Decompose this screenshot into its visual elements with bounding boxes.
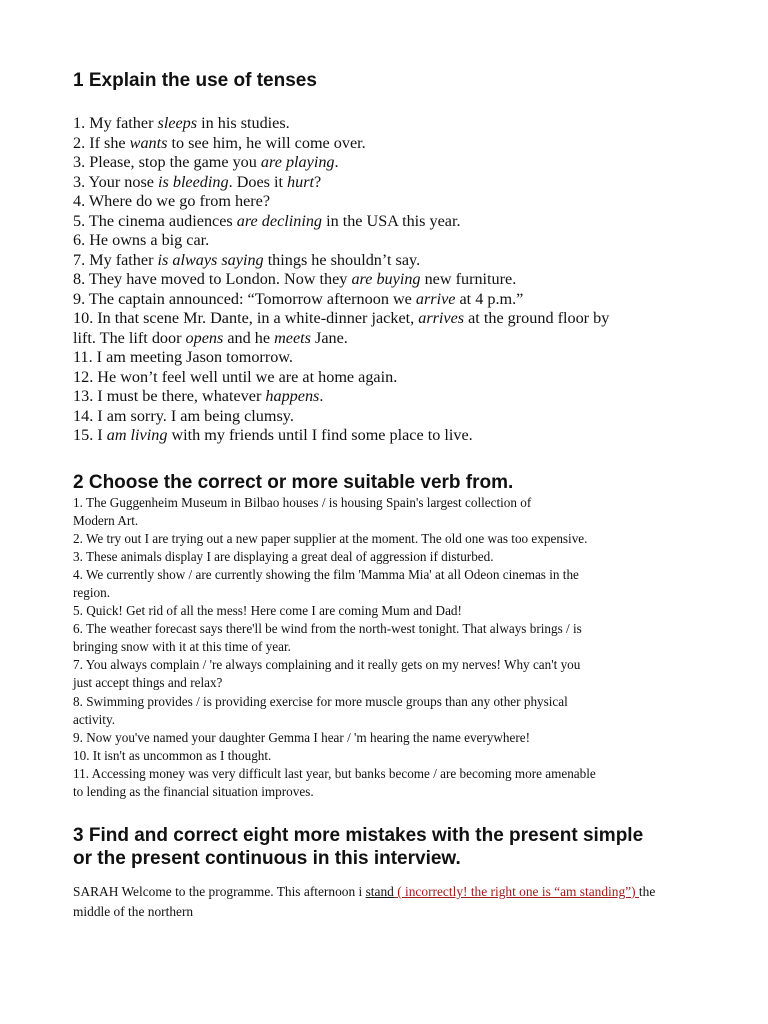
item-text: 14. I am sorry. I am being clumsy. <box>73 406 294 425</box>
section2-line: just accept things and relax? <box>73 675 223 691</box>
section1-item <box>73 114 693 134</box>
section2-line: 9. Now you've named your daughter Gemma I hear / 'm hearing the name everywhere! <box>73 729 530 745</box>
item-italic-text: are declining <box>236 211 323 230</box>
section2-line: bringing snow with it at this time of year. <box>73 639 291 655</box>
section2-list <box>73 494 698 801</box>
item-italic-text: wants <box>129 133 168 152</box>
section2-line: 8. Swimming provides / is providing exercise for more muscle groups than any other physical <box>73 693 568 709</box>
item-text: . Does it <box>228 172 288 191</box>
section1-item <box>73 270 693 290</box>
section2-line: 5. Quick! Get rid of all the mess! Here come I are coming Mum and Dad! <box>73 603 462 619</box>
section2-line: 2. We try out I are trying out a new paper supplier at the moment. The old one was too expensive. <box>73 531 588 547</box>
item-italic-text: meets <box>274 328 311 347</box>
section1-list <box>73 114 693 446</box>
item-text: and he <box>223 328 275 347</box>
item-text: . <box>334 153 339 171</box>
section2-line: region. <box>73 585 110 601</box>
item-text: 3. Your nose <box>73 172 158 191</box>
item-text: ? <box>314 172 322 191</box>
item-italic-text: is always saying <box>157 250 264 269</box>
item-text: . <box>319 387 324 405</box>
section1-item <box>73 212 693 232</box>
item-text: 5. The cinema audiences <box>73 211 237 230</box>
section1-item <box>73 290 693 310</box>
section2-line: 7. You always complain / 're always complaining and it really gets on my nerves! Why can't you <box>73 657 581 673</box>
section1-item <box>73 368 693 388</box>
item-italic-text: am living <box>106 426 168 444</box>
section1-item <box>73 426 693 446</box>
item-italic-text: hurt <box>287 172 315 191</box>
item-text: 13. I must be there, whatever <box>73 387 266 405</box>
item-text: with my friends until I find some place to live. <box>167 426 473 444</box>
item-text: new furniture. <box>420 270 517 288</box>
item-italic-text: opens <box>185 328 224 347</box>
item-text: 7. My father <box>73 250 158 269</box>
item-text: at the ground floor by <box>464 309 610 327</box>
section2-line: 11. Accessing money was very difficult last year, but banks become / are becoming more amenable <box>73 765 596 781</box>
item-text: things he shouldn’t say. <box>263 250 421 269</box>
section2-line: 10. It isn't as uncommon as I thought. <box>73 747 272 763</box>
section1-item <box>73 173 693 193</box>
item-text: to see him, he will come over. <box>167 133 366 152</box>
item-text: 9. The captain announced: “Tomorrow afternoon we <box>73 289 416 308</box>
item-italic-text: are buying <box>351 270 421 288</box>
section1-item <box>73 134 693 154</box>
section1-item <box>73 329 693 349</box>
section3-title-line1: 3 Find and correct eight more mistakes with the present simple <box>73 825 644 846</box>
section1-item <box>73 153 693 173</box>
section3-title-line2: or the present continuous in this interview. <box>73 848 461 869</box>
section1-title: 1 Explain the use of tenses <box>73 70 317 91</box>
item-text: Jane. <box>310 328 348 347</box>
section2-line: 1. The Guggenheim Museum in Bilbao houses / is housing Spain's largest collection of <box>73 495 532 510</box>
section2-line: 4. We currently show / are currently showing the film 'Mamma Mia' at all Odeon cinemas in the <box>73 567 579 583</box>
interview-correction: ( incorrectly! the right one is “am standing”) <box>393 884 639 899</box>
interview-prefix: SARAH Welcome to the programme. This afternoon i <box>73 884 366 899</box>
item-italic-text: happens <box>265 387 320 405</box>
item-text: 1. My father <box>73 114 158 132</box>
item-text: in the USA this year. <box>322 211 461 230</box>
item-text: 2. If she <box>73 133 130 152</box>
item-text: 11. I am meeting Jason tomorrow. <box>73 348 293 366</box>
item-text: lift. The lift door <box>73 328 186 347</box>
item-italic-text: arrives <box>418 309 465 327</box>
item-text: 8. They have moved to London. Now they <box>73 270 352 288</box>
item-text: 6. He owns a big car. <box>73 231 210 249</box>
item-text: 3. Please, stop the game you <box>73 153 261 171</box>
item-text: 12. He won’t feel well until we are at home again. <box>73 367 398 386</box>
section2-line: Modern Art. <box>73 513 139 529</box>
section2-line: 3. These animals display I are displaying a great deal of aggression if disturbed. <box>73 549 494 565</box>
item-text: 15. I <box>73 426 107 444</box>
section1-item <box>73 387 693 407</box>
section2-title: 2 Choose the correct or more suitable verb from. <box>73 472 514 493</box>
item-text: 10. In that scene Mr. Dante, in a white-dinner jacket, <box>73 309 419 327</box>
section1-item <box>73 251 693 271</box>
section2-line: to lending as the financial situation improves. <box>73 783 314 799</box>
item-text: 4. Where do we go from here? <box>73 192 271 210</box>
section1-item <box>73 348 693 368</box>
item-text: at 4 p.m.” <box>455 289 524 308</box>
item-italic-text: arrive <box>415 289 456 308</box>
item-italic-text: sleeps <box>157 114 198 132</box>
item-italic-text: is bleeding <box>158 172 229 191</box>
section1-item <box>73 231 693 251</box>
interview-suffix: the middle of the northern <box>73 884 656 919</box>
section2-line: 6. The weather forecast says there'll be wind from the north-west tonight. That always brings / is <box>73 621 582 637</box>
item-text: in his studies. <box>197 114 290 132</box>
interview-text <box>73 882 673 922</box>
item-italic-text: are playing <box>260 153 335 171</box>
section2-line: activity. <box>73 711 115 727</box>
section1-item <box>73 407 693 427</box>
section1-item <box>73 309 693 329</box>
section1-item <box>73 192 693 212</box>
interview-mistake: stand <box>365 884 394 899</box>
